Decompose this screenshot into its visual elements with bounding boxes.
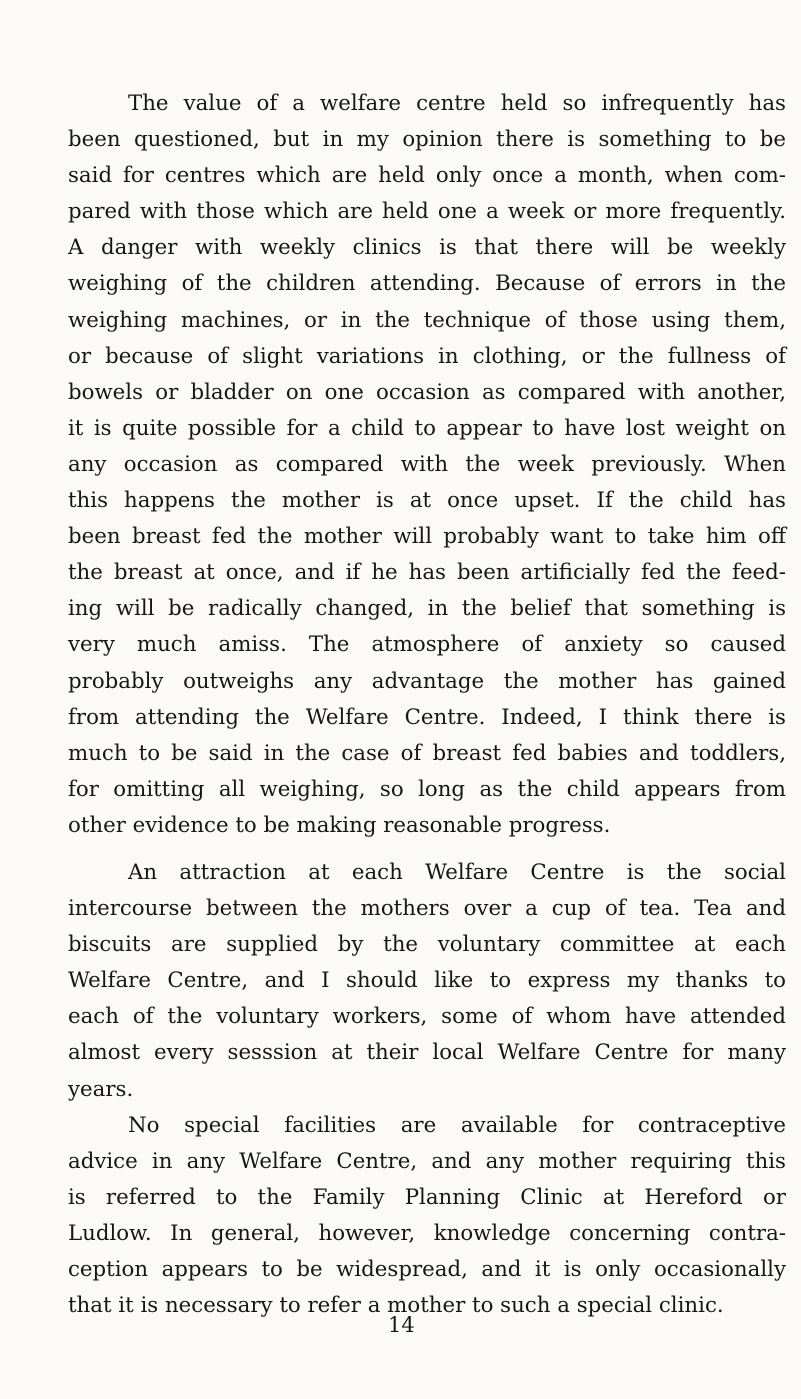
page-number: 14 [388, 1313, 415, 1337]
text-line: each of the voluntary workers, some of whom have attended [68, 1004, 786, 1030]
text-line: years. [68, 1076, 134, 1102]
text-line: almost every sesssion at their local Welfare Centre for many [68, 1040, 786, 1066]
text-line: An attraction at each Welfare Centre is the social [128, 859, 786, 885]
text-line: Ludlow. In general, however, knowledge concerning contra- [68, 1220, 786, 1246]
text-line: that it is necessary to refer a mother to such a special clinic. [68, 1293, 724, 1319]
text-line: intercourse between the mothers over a cup of tea. Tea and [68, 896, 786, 922]
text-line: this happens the mother is at once upset. If the child has [68, 488, 786, 514]
text-line: ception appears to be widespread, and it is only occasionally [68, 1257, 786, 1282]
text-line: advice in any Welfare Centre, and any mother requiring this [68, 1148, 786, 1174]
text-line: ing will be radically changed, in the belief that something is [68, 596, 786, 622]
text-line: weighing of the children attending. Because of errors in the [68, 271, 786, 297]
text-line: Welfare Centre, and I should like to express my thanks to [68, 968, 786, 994]
text-line: A danger with weekly clinics is that there will be weekly [68, 235, 786, 261]
text-line: it is quite possible for a child to appear to have lost weight on [68, 415, 786, 441]
text-line: been questioned, but in my opinion there is something to be [68, 127, 786, 153]
text-line: No special facilities are available for contraceptive [128, 1112, 786, 1138]
paragraph-social [68, 855, 786, 1108]
text-line: pared with those which are held one a week or more frequently. [68, 199, 786, 225]
text-line: is referred to the Family Planning Clinic at Hereford or [68, 1184, 786, 1210]
text-line: for omitting all weighing, so long as the child appears from [68, 776, 786, 802]
text-line: bowels or bladder on one occasion as compared with another, [68, 379, 786, 405]
body-text [68, 86, 786, 1324]
text-line: said for centres which are held only once a month, when com- [68, 163, 786, 189]
paragraph-gap [68, 844, 786, 855]
text-line: or because of slight variations in clothing, or the fullness of [68, 343, 786, 369]
paragraph-weighing [68, 86, 786, 844]
text-line: other evidence to be making reasonable progress. [68, 812, 611, 838]
text-line: much to be said in the case of breast fed babies and toddlers, [68, 740, 786, 766]
text-line: from attending the Welfare Centre. Indeed, I think there is [68, 704, 786, 730]
text-line: probably outweighs any advantage the mother has gained [68, 668, 786, 694]
text-line: been breast fed the mother will probably want to take him off [68, 524, 786, 550]
text-line: the breast at once, and if he has been artificially fed the feed- [68, 560, 786, 586]
paragraph-contraceptive [68, 1108, 786, 1325]
text-line: The value of a welfare centre held so infrequently has [128, 91, 786, 116]
text-line: any occasion as compared with the week previously. When [68, 451, 786, 477]
text-line: biscuits are supplied by the voluntary committee at each [68, 932, 786, 958]
text-line: very much amiss. The atmosphere of anxiety so caused [68, 632, 786, 658]
text-line: weighing machines, or in the technique of those using them, [68, 307, 786, 333]
